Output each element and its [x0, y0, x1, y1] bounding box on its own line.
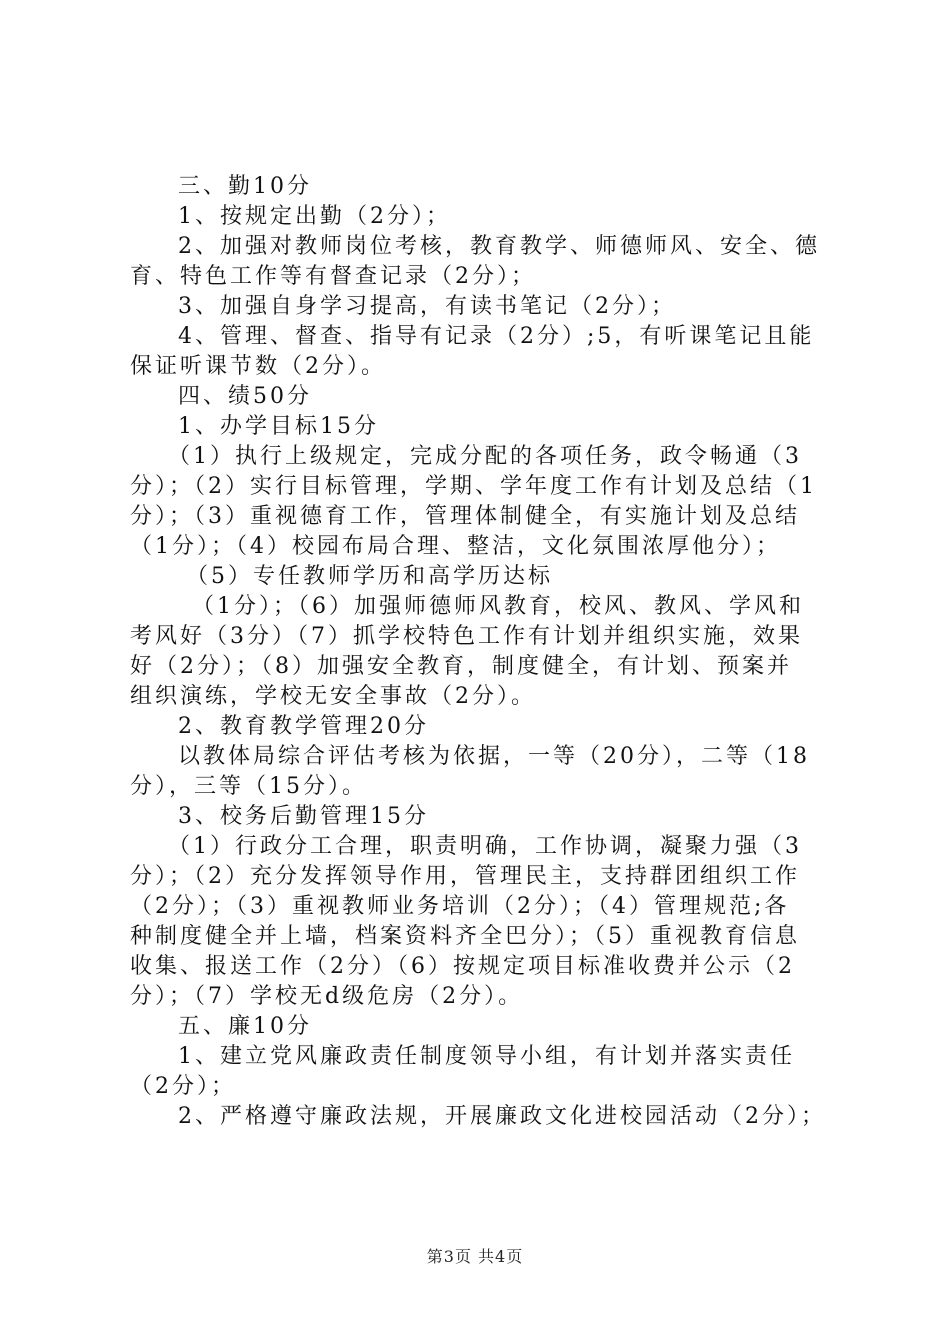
text-line: 好（2分）；（8）加强安全教育，制度健全，有计划、预案并: [130, 654, 792, 679]
text-line: 2、严格遵守廉政法规，开展廉政文化进校园活动（2分）；: [178, 1104, 826, 1129]
text-line: （1）执行上级规定，完成分配的各项任务，政令畅通（3: [168, 444, 802, 469]
text-line: 1、按规定出勤（2分）；: [178, 204, 451, 229]
text-line: 分）；（2）实行目标管理，学期、学年度工作有计划及总结（1: [130, 474, 817, 499]
text-line: 组织演练，学校无安全事故（2分）。: [130, 684, 536, 709]
text-line: 分）；（7）学校无d级危房（2分）。: [130, 984, 524, 1009]
text-line: 育、特色工作等有督查记录（2分）；: [130, 264, 536, 289]
text-line: 1、建立党风廉政责任制度领导小组，有计划并落实责任: [178, 1044, 795, 1069]
text-line: 三、勤10分: [178, 174, 312, 199]
text-line: 保证听课节数（2分）。: [130, 354, 386, 379]
text-line: （5）专任教师学历和高学历达标: [186, 564, 553, 589]
text-line: 分）；（2）充分发挥领导作用，管理民主，支持群团组织工作: [130, 864, 800, 889]
text-line: （2分）；: [130, 1074, 236, 1099]
text-line: （2分）；（3）重视教师业务培训（2分）；（4）管理规范;各: [130, 894, 790, 919]
text-line: 分）；（3）重视德育工作，管理体制健全，有实施计划及总结: [130, 504, 800, 529]
text-line: 种制度健全并上墙，档案资料齐全巴分）；（5）重视教育信息: [130, 924, 800, 949]
text-line: （1）行政分工合理，职责明确，工作协调，凝聚力强（3: [168, 834, 802, 859]
text-line: 四、绩50分: [178, 384, 312, 409]
text-line: 2、教育教学管理20分: [178, 714, 429, 739]
text-line: 2、加强对教师岗位考核，教育教学、师德师风、安全、德: [178, 234, 820, 259]
text-line: 五、廉10分: [178, 1014, 312, 1039]
text-line: 收集、报送工作（2分）（6）按规定项目标准收费并公示（2: [130, 954, 795, 979]
text-line: 分），三等（15分）。: [130, 774, 367, 799]
text-line: 3、校务后勤管理15分: [178, 804, 429, 829]
text-line: 4、管理、督查、指导有记录（2分）;5，有听课笔记且能: [178, 324, 815, 349]
text-line: 以教体局综合评估考核为依据，一等（20分），二等（18: [178, 744, 810, 769]
text-line: （1分）；（6）加强师德师风教育，校风、教风、学风和: [192, 594, 804, 619]
document-body: [130, 172, 830, 1132]
text-line: 1、办学目标15分: [178, 414, 379, 439]
text-line: 考风好（3分）（7）抓学校特色工作有计划并组织实施，效果: [130, 624, 803, 649]
text-line: （1分）；（4）校园布局合理、整洁，文化氛围浓厚他分）；: [130, 534, 781, 559]
text-line: 3、加强自身学习提高，有读书笔记（2分）；: [178, 294, 676, 319]
page-number-footer: 第3页 共4页: [426, 1247, 524, 1266]
